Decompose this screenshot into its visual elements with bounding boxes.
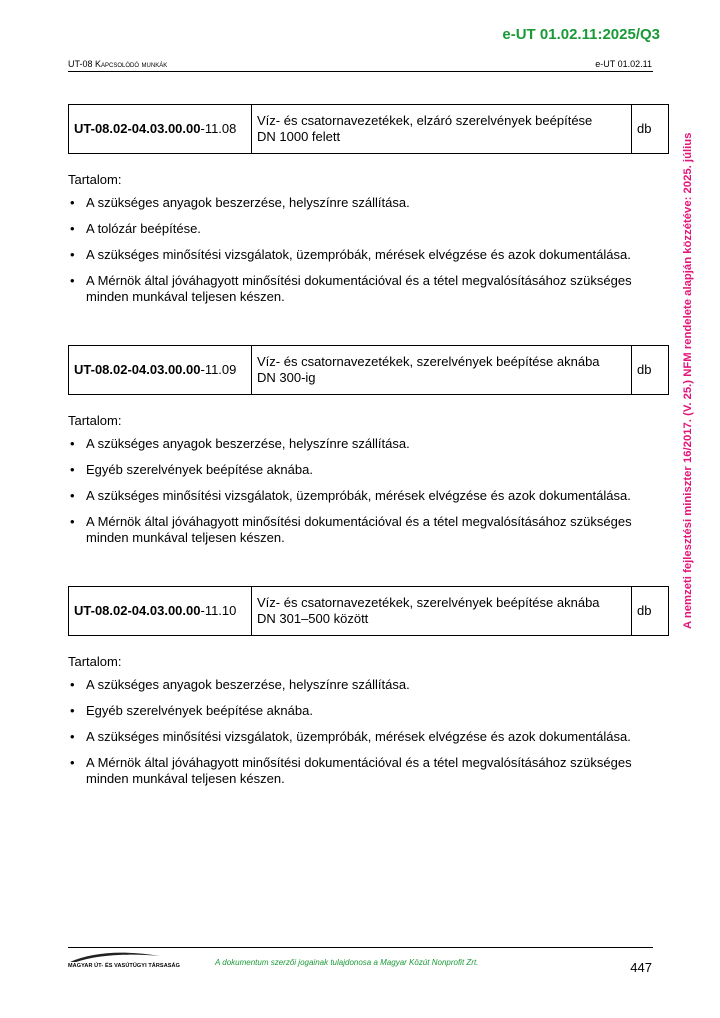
table-row [69,346,669,395]
item-section [68,104,670,315]
list-item: • A tolózár beépítése. [68,221,666,237]
item-description: Víz- és csatornavezetékek, szerelvények beépítése aknába DN 300-ig [252,346,632,395]
list-item: • A szükséges anyagok beszerzése, helyszínre szállítása. [68,436,666,452]
content-title: Tartalom: [68,172,122,187]
item-unit: db [632,346,669,395]
content-title: Tartalom: [68,654,122,669]
list-item: • A szükséges anyagok beszerzése, helyszínre szállítása. [68,195,666,211]
list-item: • A szükséges anyagok beszerzése, helyszínre szállítása. [68,677,666,693]
table-row [69,587,669,636]
organization-logo-icon [68,950,163,964]
item-unit: db [632,105,669,154]
content-list [68,195,670,305]
list-item: • A szükséges minősítési vizsgálatok, üzempróbák, mérések elvégzése és azok dokumentálása. [68,247,666,263]
copyright-notice: A dokumentum szerzői jogainak tulajdonosa a Magyar Közút Nonprofit Zrt. [215,958,479,967]
item-description: Víz- és csatornavezetékek, szerelvények beépítése aknába DN 301–500 között [252,587,632,636]
item-section [68,345,670,556]
section-title: Kapcsolódó munkák [95,59,168,69]
document-code: e-UT 01.02.11:2025/Q3 [502,26,660,43]
table-row [69,105,669,154]
list-item: • Egyéb szerelvények beépítése aknába. [68,703,666,719]
item-header-table [68,586,669,636]
item-description: Víz- és csatornavezetékek, elzáró szerelvények beépítése DN 1000 felett [252,105,632,154]
header-divider [68,71,653,72]
running-header-ref: e-UT 01.02.11 [595,59,652,69]
item-code-main: UT-08.02-04.03.00.00 [74,362,201,377]
item-code-main: UT-08.02-04.03.00.00 [74,603,201,618]
running-header-section [68,59,167,69]
content-title: Tartalom: [68,413,122,428]
item-code [69,105,252,154]
item-code [69,587,252,636]
content-list [68,436,670,546]
publication-note: A nemzeti fejlesztési miniszter 16/2017. (V. 25.) NFM rendelete alapján közzétéve: 2025. július [682,132,694,629]
list-item: • A Mérnök által jóváhagyott minősítési dokumentációval és a tétel megvalósításához szükséges minden munkával teljesen készen. [68,273,666,305]
list-item: • Egyéb szerelvények beépítése aknába. [68,462,666,478]
item-code-suffix: -11.08 [200,121,237,136]
organization-name: MAGYAR ÚT- ÉS VASÚTÜGYI TÁRSASÁG [68,963,180,969]
item-header-table [68,345,669,395]
item-code-suffix: -11.10 [200,603,237,618]
list-item: • A szükséges minősítési vizsgálatok, üzempróbák, mérések elvégzése és azok dokumentálása. [68,729,666,745]
content-list [68,677,670,787]
item-code-suffix: -11.09 [200,362,237,377]
item-code [69,346,252,395]
list-item: • A szükséges minősítési vizsgálatok, üzempróbák, mérések elvégzése és azok dokumentálása. [68,488,666,504]
footer-divider [68,947,653,948]
list-item: • A Mérnök által jóváhagyott minősítési dokumentációval és a tétel megvalósításához szükséges minden munkával teljesen készen. [68,514,666,546]
item-header-table [68,104,669,154]
list-item: • A Mérnök által jóváhagyott minősítési dokumentációval és a tétel megvalósításához szükséges minden munkával teljesen készen. [68,755,666,787]
page-number: 447 [630,960,652,975]
item-section [68,586,670,797]
item-code-main: UT-08.02-04.03.00.00 [74,121,201,136]
item-unit: db [632,587,669,636]
section-prefix: UT-08 [68,59,96,69]
